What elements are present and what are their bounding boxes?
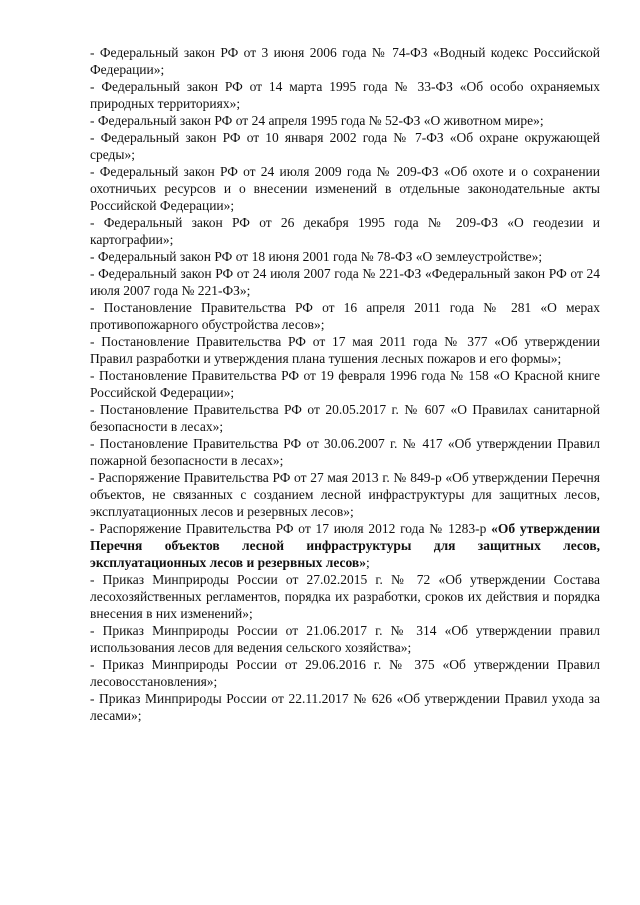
legislation-item: [90, 265, 600, 299]
legislation-item: [90, 129, 600, 163]
document-page: [90, 44, 600, 724]
legislation-item: [90, 333, 600, 367]
legislation-item: [90, 690, 600, 724]
legislation-item: [90, 656, 600, 690]
legislation-item: [90, 248, 600, 265]
legislation-item-text: - Распоряжение Правительства РФ от 17 июля 2012 года № 1283-р: [90, 521, 492, 536]
legislation-item-text: - Постановление Правительства РФ от 19 февраля 1996 года № 158 «О Красной книге Российской Федерации»;: [90, 368, 600, 400]
legislation-item-text: - Приказ Минприроды России от 21.06.2017 г. № 314 «Об утверждении правил использования лесов для ведения сельского хозяйства»;: [90, 623, 600, 655]
legislation-item: [90, 401, 600, 435]
legislation-item: [90, 367, 600, 401]
legislation-item: [90, 520, 600, 571]
legislation-item-text: - Приказ Минприроды России от 22.11.2017 № 626 «Об утверждении Правил ухода за лесами»;: [90, 691, 600, 723]
legislation-list: [90, 44, 600, 724]
legislation-item: [90, 622, 600, 656]
legislation-item: [90, 163, 600, 214]
legislation-item: [90, 299, 600, 333]
legislation-item: [90, 435, 600, 469]
legislation-item: [90, 78, 600, 112]
legislation-item-bold-text: «Об утверждении Перечня объектов лесной инфраструктуры для защитных лесов, эксплуатационных лесов и резервных лесов»: [90, 521, 600, 570]
legislation-item-text: - Федеральный закон РФ от 18 июня 2001 года № 78-ФЗ «О землеустройстве»;: [90, 249, 543, 264]
legislation-item-text: ;: [365, 555, 370, 570]
legislation-item-text: - Приказ Минприроды России от 29.06.2016 г. № 375 «Об утверждении Правил лесовосстановления»;: [90, 657, 600, 689]
legislation-item-text: - Федеральный закон РФ от 10 января 2002 года № 7-ФЗ «Об охране окружающей среды»;: [90, 130, 600, 162]
legislation-item-text: - Федеральный закон РФ от 24 апреля 1995 года № 52-ФЗ «О животном мире»;: [90, 113, 544, 128]
legislation-item-text: - Федеральный закон РФ от 24 июля 2009 года № 209-ФЗ «Об охоте и о сохранении охотничьих ресурсов и о внесении изменений в отдельные законодательные акты Российской Федерации»;: [90, 164, 600, 213]
legislation-item: [90, 571, 600, 622]
legislation-item-text: - Приказ Минприроды России от 27.02.2015 г. № 72 «Об утверждении Состава лесохозяйственных регламентов, порядка их разработки, сроков их действия и порядка внесения в них изменений»;: [90, 572, 600, 621]
legislation-item-text: - Федеральный закон РФ от 3 июня 2006 года № 74-ФЗ «Водный кодекс Российской Федерации»;: [90, 45, 600, 77]
legislation-item: [90, 214, 600, 248]
legislation-item-text: - Федеральный закон РФ от 14 марта 1995 года № 33-ФЗ «Об особо охраняемых природных территориях»;: [90, 79, 600, 111]
legislation-item: [90, 44, 600, 78]
legislation-item-text: - Постановление Правительства РФ от 17 мая 2011 года № 377 «Об утверждении Правил разработки и утверждения плана тушения лесных пожаров и его формы»;: [90, 334, 600, 366]
legislation-item-text: - Распоряжение Правительства РФ от 27 мая 2013 г. № 849-р «Об утверждении Перечня объектов, не связанных с созданием лесной инфраструктуры для защитных лесов, эксплуатационных лесов и резервных лесов»;: [90, 470, 600, 519]
legislation-item-text: - Постановление Правительства РФ от 30.06.2007 г. № 417 «Об утверждении Правил пожарной безопасности в лесах»;: [90, 436, 600, 468]
legislation-item: [90, 112, 600, 129]
legislation-item-text: - Постановление Правительства РФ от 16 апреля 2011 года № 281 «О мерах противопожарного обустройства лесов»;: [90, 300, 600, 332]
legislation-item-text: - Постановление Правительства РФ от 20.05.2017 г. № 607 «О Правилах санитарной безопасности в лесах»;: [90, 402, 600, 434]
legislation-item-text: - Федеральный закон РФ от 26 декабря 1995 года № 209-ФЗ «О геодезии и картографии»;: [90, 215, 600, 247]
legislation-item: [90, 469, 600, 520]
legislation-item-text: - Федеральный закон РФ от 24 июля 2007 года № 221-ФЗ «Федеральный закон РФ от 24 июля 2007 года № 221-ФЗ»;: [90, 266, 600, 298]
